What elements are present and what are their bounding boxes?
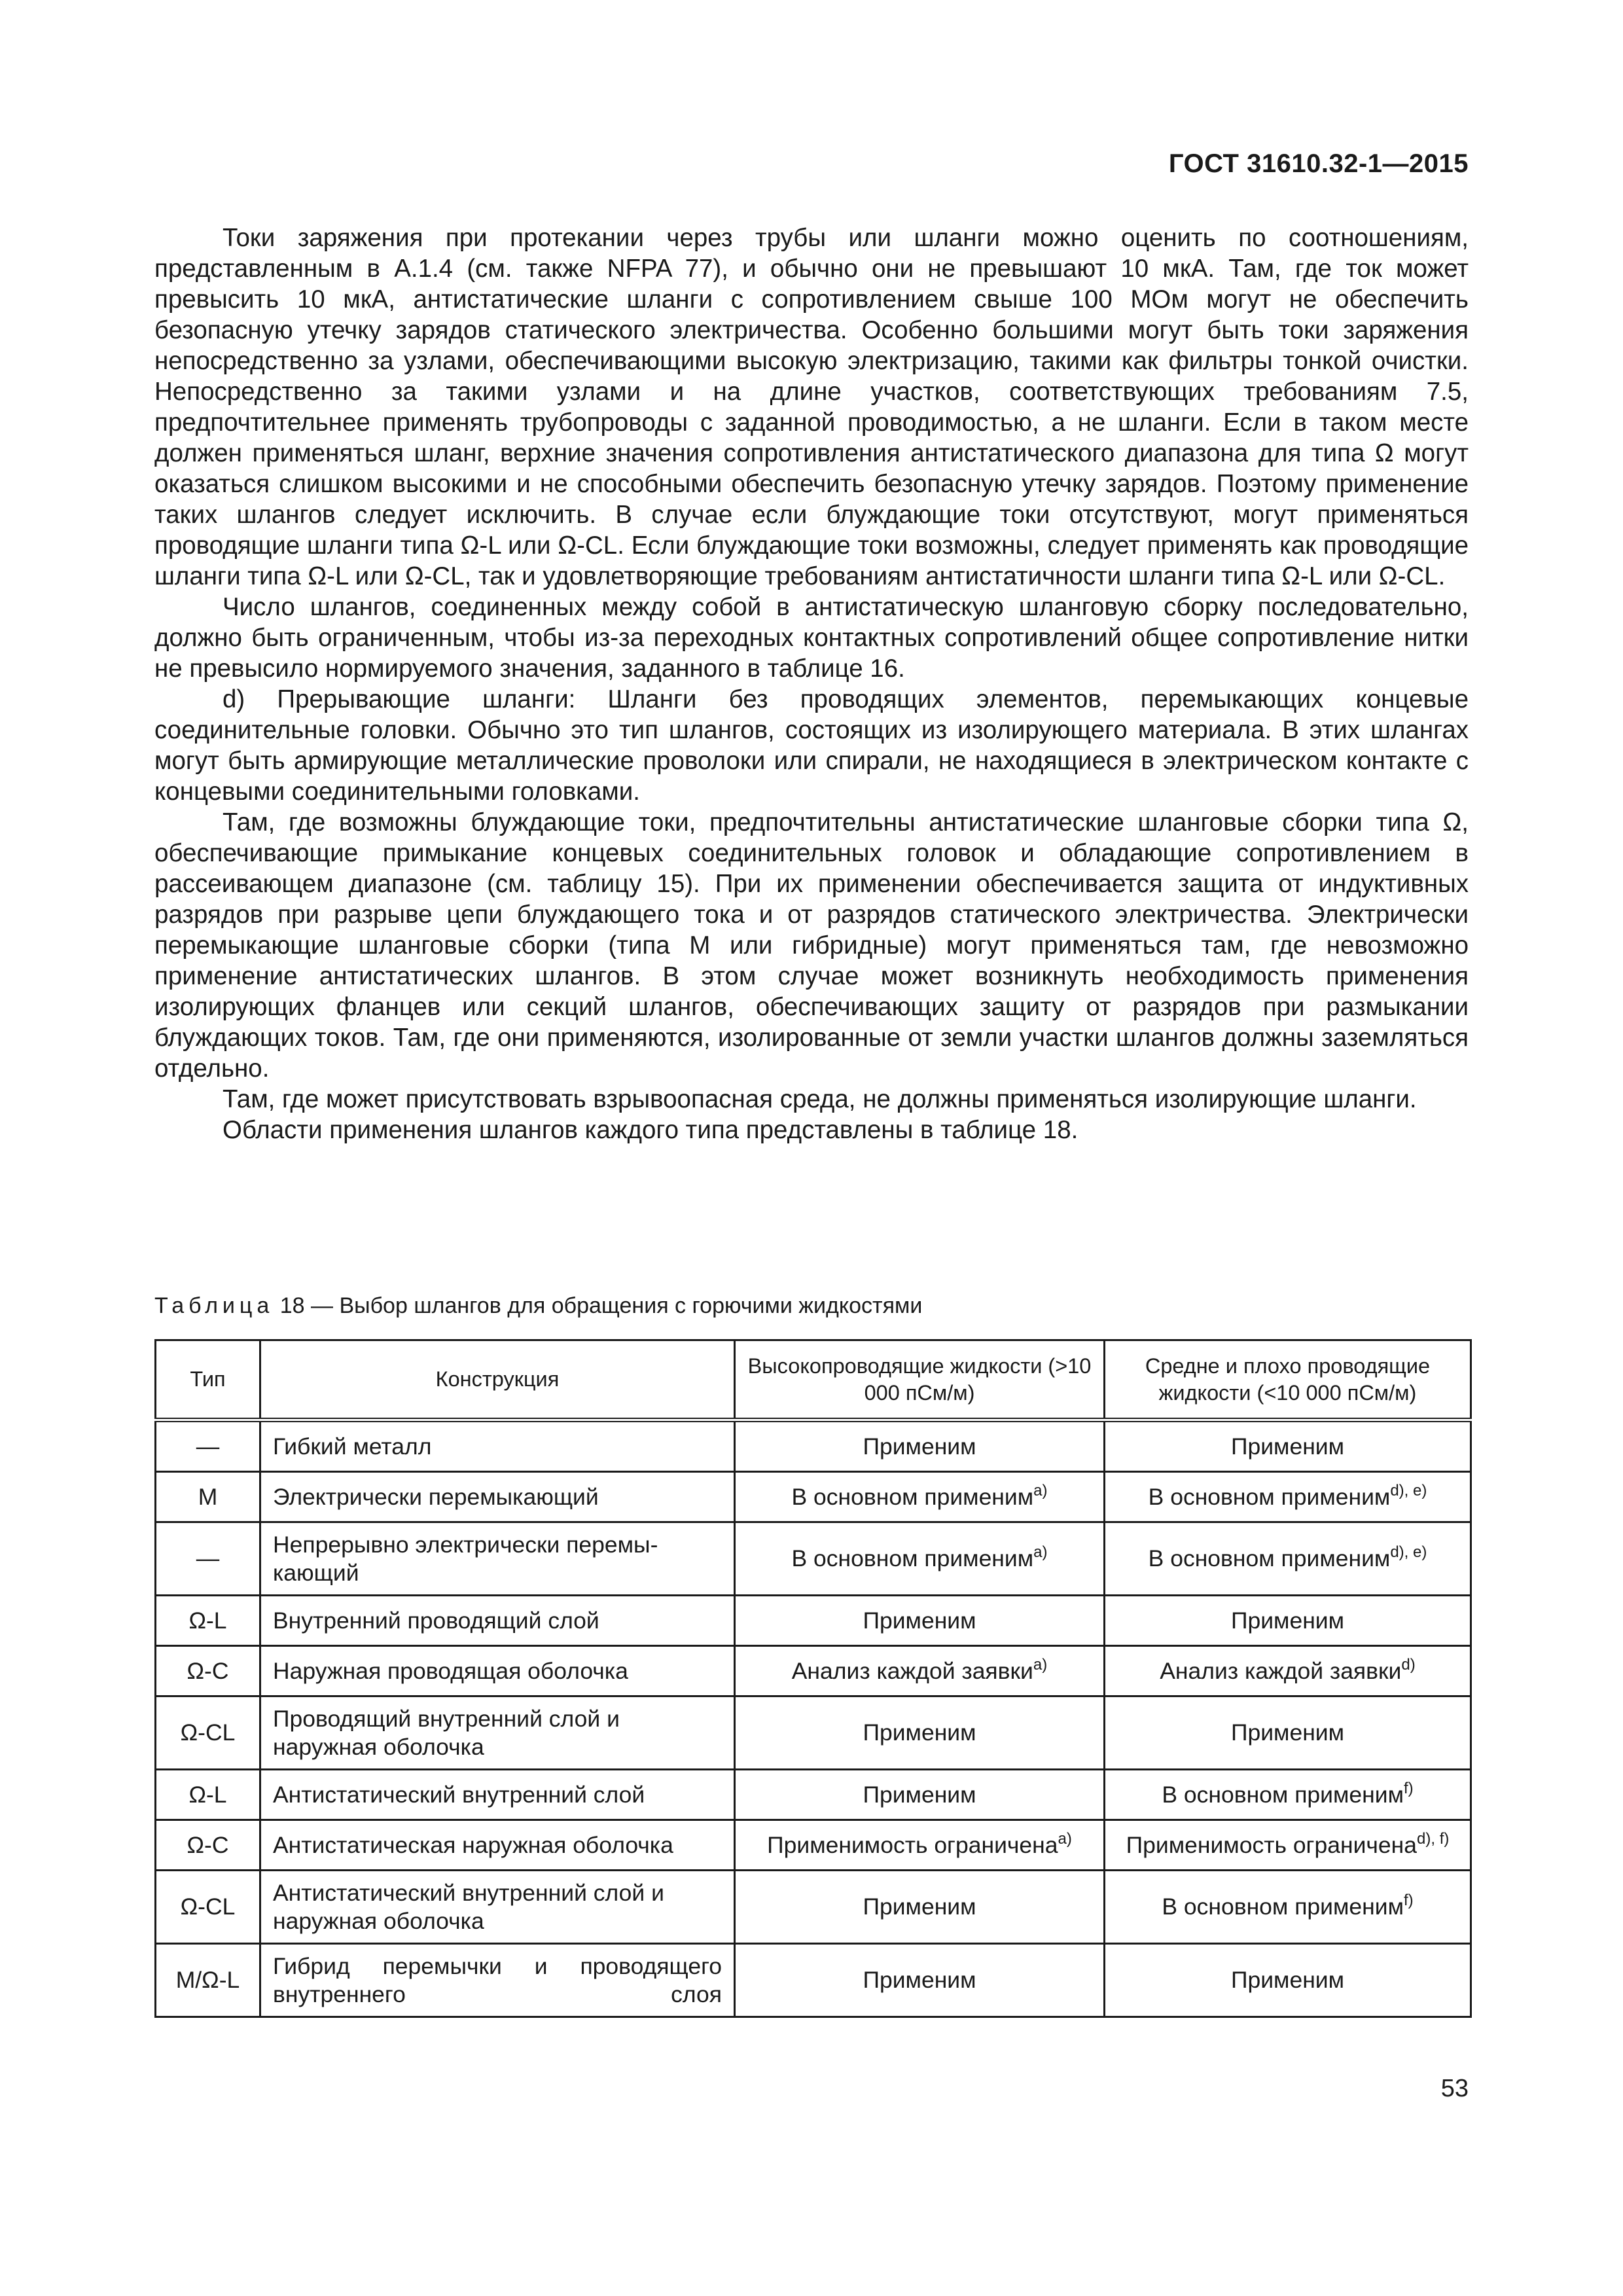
footnote-marker: a) <box>1033 1481 1048 1499</box>
cell-construction-text: Наружная проводящая оболочка <box>273 1657 628 1684</box>
cell-high-conductivity <box>735 1820 1105 1871</box>
cell-construction-text: Гибрид перемычки и проводящего внутреннего слоя <box>273 1952 722 2007</box>
footnote-marker: d), e) <box>1390 1543 1427 1561</box>
cell-type <box>156 1871 260 1944</box>
cell-type-text: — <box>196 1433 220 1460</box>
cell-type <box>156 1420 260 1472</box>
table-row <box>156 1944 1471 2017</box>
cell-high-conductivity <box>735 1472 1105 1522</box>
cell-high-conductivity-text: Применим <box>863 1967 976 1993</box>
table-header-row <box>156 1340 1471 1420</box>
hose-selection-table <box>154 1339 1472 2018</box>
cell-construction <box>260 1696 735 1770</box>
cell-high-conductivity <box>735 1596 1105 1646</box>
cell-high-conductivity <box>735 1696 1105 1770</box>
cell-type-text: — <box>196 1545 220 1571</box>
cell-type-text: М/Ω-L <box>175 1967 240 1993</box>
header-construction: Конструкция <box>260 1340 735 1420</box>
cell-type-text: Ω-CL <box>180 1893 236 1920</box>
footnote-marker: a) <box>1033 1655 1048 1674</box>
cell-low-conductivity <box>1105 1472 1471 1522</box>
cell-type <box>156 1944 260 2017</box>
cell-construction <box>260 1770 735 1820</box>
cell-low-conductivity-text: В основном применим <box>1162 1781 1404 1808</box>
cell-type-text: Ω-L <box>188 1607 227 1634</box>
cell-construction-text: Гибкий металл <box>273 1433 432 1460</box>
cell-construction <box>260 1944 735 2017</box>
paragraph: Токи заряжения при протекании через трубы или шланги можно оценить по соотношениям, представленным в А.1.4 (см. также NFPA 77), и обычно они не превышают 10 мкА. Там, где ток может превысить 10 мкА, антистатические шланги с сопротивлением свыше 100 МОм могут не обеспечить безопасную утечку зарядов статического электричества. Особенно большими могут быть токи заряжения непосредственно за узлами, обеспечивающими высокую электризацию, такими как фильтры тонкой очистки. Непосредственно за такими узлами и на длине участков, соответствующих требованиям 7.5, предпочтительнее применять трубопроводы с заданной проводимостью, а не шланги. Если в таком месте должен применяться шланг, верхние значения сопротивления антистатического диапазона для типа Ω могут оказаться слишком высокими и не способными обеспечить безопасную утечку зарядов. Поэтому применение таких шлангов следует исключить. В случае если блуждающие токи отсутствуют, могут применяться проводящие шланги типа Ω-L или Ω-CL. Если блуждающие токи возможны, следует применять как проводящие шланги типа Ω-L или Ω-CL, так и удовлетворяющие требованиям антистатичности шланги типа Ω-L или Ω-CL. <box>154 224 1469 590</box>
page-number: 53 <box>1440 2075 1469 2102</box>
cell-high-conductivity-text: Применим <box>863 1433 976 1460</box>
cell-high-conductivity-text: В основном применим <box>791 1483 1034 1510</box>
paragraph: d) Прерывающие шланги: Шланги без проводящих элементов, перемыкающих концевые соединительные головки. Обычно это тип шлангов, состоящих из изолирующего материала. В этих шлангах могут быть армирующие металлические проволоки или спирали, не находящиеся в электрическом контакте с концевыми соединительными головками. <box>154 685 1469 806</box>
cell-construction-text: Проводящий внутренний слой и наружная оболочка <box>273 1705 620 1760</box>
cell-type-text: М <box>198 1483 218 1510</box>
cell-high-conductivity-text: Применим <box>863 1781 976 1808</box>
cell-type-text: Ω-С <box>187 1657 229 1684</box>
cell-construction-text: Внутренний проводящий слой <box>273 1607 599 1634</box>
table-caption <box>154 1293 922 1319</box>
header-high-conductivity: Высокопроводящие жидкости (>10 000 пСм/м) <box>735 1340 1105 1420</box>
cell-construction-text: Непрерывно электрически перемы-кающий <box>273 1531 658 1586</box>
cell-low-conductivity <box>1105 1420 1471 1472</box>
cell-type <box>156 1472 260 1522</box>
table-row <box>156 1596 1471 1646</box>
cell-construction-text: Антистатический внутренний слой <box>273 1781 645 1808</box>
cell-type-text: Ω-С <box>187 1831 229 1858</box>
cell-construction <box>260 1420 735 1472</box>
table-caption-title: 18 — Выбор шлангов для обращения с горючими жидкостями <box>274 1293 923 1318</box>
cell-high-conductivity-text: Применим <box>863 1893 976 1920</box>
cell-high-conductivity-text: В основном применим <box>791 1545 1034 1571</box>
body-text <box>154 223 1469 1145</box>
paragraph: Там, где возможны блуждающие токи, предпочтительны антистатические шланговые сборки типа Ω, обеспечивающие примыкание концевых соединительных головок и обладающие сопротивлением в рассеивающем диапазоне (см. таблицу 15). При их применении обеспечивается защита от индуктивных разрядов при разрыве цепи блуждающего тока и от разрядов статического электричества. Электрически перемыкающие шланговые сборки (типа М или гибридные) могут применяться там, где невозможно применение антистатических шлангов. В этом случае может возникнуть необходимость применения изолирующих фланцев или секций шлангов, обеспечивающих защиту от разрядов при размыкании блуждающих токов. Там, где они применяются, изолированные от земли участки шлангов должны заземляться отдельно. <box>154 808 1469 1083</box>
cell-construction <box>260 1871 735 1944</box>
footnote-marker: a) <box>1058 1829 1072 1848</box>
cell-low-conductivity <box>1105 1871 1471 1944</box>
table-row <box>156 1820 1471 1871</box>
cell-low-conductivity-text: Применимость ограничена <box>1126 1831 1418 1858</box>
cell-high-conductivity <box>735 1420 1105 1472</box>
cell-construction-text: Антистатическая наружная оболочка <box>273 1831 673 1858</box>
cell-low-conductivity <box>1105 1820 1471 1871</box>
cell-construction <box>260 1522 735 1596</box>
cell-high-conductivity <box>735 1646 1105 1696</box>
paragraph: Области применения шлангов каждого типа представлены в таблице 18. <box>223 1116 1079 1144</box>
cell-high-conductivity <box>735 1522 1105 1596</box>
cell-type <box>156 1646 260 1696</box>
table-row <box>156 1522 1471 1596</box>
footnote-marker: d), f) <box>1417 1829 1450 1848</box>
cell-high-conductivity <box>735 1944 1105 2017</box>
table-caption-label: Таблица <box>154 1293 274 1318</box>
cell-low-conductivity <box>1105 1696 1471 1770</box>
cell-type-text: Ω-L <box>188 1781 227 1808</box>
cell-low-conductivity <box>1105 1770 1471 1820</box>
cell-construction <box>260 1820 735 1871</box>
cell-type-text: Ω-CL <box>180 1719 236 1746</box>
header-type: Тип <box>156 1340 260 1420</box>
document-header: ГОСТ 31610.32-1—2015 <box>1168 149 1469 178</box>
paragraph: Число шлангов, соединенных между собой в антистатическую шланговую сборку последовательно, должно быть ограниченным, чтобы из-за переходных контактных сопротивлений общее сопротивление нитки не превысило нормируемого значения, заданного в таблице 16. <box>154 593 1469 683</box>
table-row <box>156 1646 1471 1696</box>
cell-construction-text: Электрически перемыкающий <box>273 1483 599 1510</box>
cell-high-conductivity-text: Анализ каждой заявки <box>791 1657 1033 1684</box>
table-row <box>156 1770 1471 1820</box>
footnote-marker: d) <box>1401 1655 1416 1674</box>
cell-construction <box>260 1472 735 1522</box>
footnote-marker: d), e) <box>1390 1481 1427 1499</box>
table-row <box>156 1420 1471 1472</box>
cell-low-conductivity-text: Применим <box>1230 1607 1345 1634</box>
cell-type <box>156 1770 260 1820</box>
cell-high-conductivity-text: Применим <box>863 1607 976 1634</box>
cell-high-conductivity-text: Применимость ограничена <box>767 1831 1058 1858</box>
cell-type <box>156 1522 260 1596</box>
cell-low-conductivity-text: Применим <box>1230 1433 1345 1460</box>
header-low-conductivity: Средне и плохо проводящие жидкости (<10 000 пСм/м) <box>1105 1340 1471 1420</box>
footnote-marker: f) <box>1403 1779 1414 1797</box>
cell-low-conductivity-text: В основном применим <box>1162 1893 1404 1920</box>
cell-low-conductivity <box>1105 1522 1471 1596</box>
cell-low-conductivity-text: Анализ каждой заявки <box>1160 1657 1402 1684</box>
cell-type <box>156 1820 260 1871</box>
footnote-marker: f) <box>1403 1892 1414 1909</box>
table-row <box>156 1871 1471 1944</box>
cell-high-conductivity <box>735 1770 1105 1820</box>
cell-low-conductivity-text: В основном применим <box>1148 1483 1391 1510</box>
cell-low-conductivity-text: Применим <box>1230 1967 1345 1993</box>
cell-type <box>156 1696 260 1770</box>
cell-high-conductivity <box>735 1871 1105 1944</box>
cell-low-conductivity <box>1105 1944 1471 2017</box>
cell-low-conductivity <box>1105 1596 1471 1646</box>
cell-low-conductivity <box>1105 1646 1471 1696</box>
cell-high-conductivity-text: Применим <box>863 1719 976 1746</box>
cell-construction-text: Антистатический внутренний слой и наружная оболочка <box>273 1879 664 1934</box>
table-row <box>156 1472 1471 1522</box>
cell-low-conductivity-text: В основном применим <box>1148 1545 1391 1571</box>
table-row <box>156 1696 1471 1770</box>
cell-construction <box>260 1646 735 1696</box>
paragraph: Там, где может присутствовать взрывоопасная среда, не должны применяться изолирующие шланги. <box>223 1085 1417 1113</box>
cell-type <box>156 1596 260 1646</box>
footnote-marker: a) <box>1033 1543 1048 1561</box>
cell-construction <box>260 1596 735 1646</box>
cell-low-conductivity-text: Применим <box>1230 1719 1345 1746</box>
